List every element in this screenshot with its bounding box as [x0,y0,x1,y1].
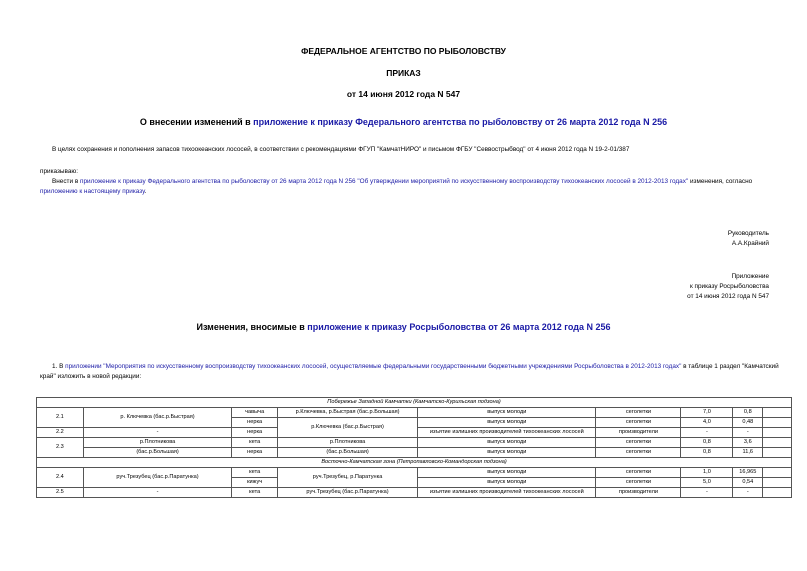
paragraph-1 [40,177,782,197]
preamble-text: В целях сохранения и пополнения запасов тихоокеанских лососей, в соответствии с рекомендациями ФГУП "КамчатНИРО" и письмом ФГБУ "Севвострыбвод" от 4 июня 2012 года N 19-2-01/387 [52,146,630,153]
cell-stage: сеголетки [596,478,681,488]
cell-species: чавыча [232,408,278,418]
title-link[interactable]: приложение к приказу Федерального агентства по рыболовству от 26 марта 2012 года N 256 [253,117,668,127]
cell-site: - [83,428,232,438]
cell-activity: выпуск молоди [418,448,596,458]
cell-value-2: 16,965 [733,468,763,478]
table-row [37,408,792,418]
item1-text-b: в таблице 1 раздел "Камчатский край" изложить в новой редакции: [40,363,779,380]
cell-activity: выпуск молоди [418,438,596,448]
cell-species: нерка [232,448,278,458]
table-row [37,488,792,498]
cell-stage: сеголетки [596,438,681,448]
cell-empty [763,488,792,498]
cell-empty [763,438,792,448]
measures-table [36,397,792,498]
table-row [37,438,792,448]
item1-link[interactable]: приложении "Мероприятия по искусственному воспроизводству тихоокеанских лососей, осуществляемые федеральными государственными бюджетными учреждениями Росрыболовства в 2012-2013 годах" [65,363,682,370]
p1-link-appendix[interactable]: приложению к настоящему приказу [40,188,145,195]
signature-block [728,229,769,249]
cell-site: руч.Трезубец (бас.р.Паратунка) [83,468,232,488]
cell-empty [763,448,792,458]
cell-value-1: - [681,428,733,438]
cell-value-2: - [733,428,763,438]
cell-species: кета [232,468,278,478]
section-header-east: Восточно-Камчатская зона (Петропавловско-Командорская подзона) [37,458,792,468]
cell-activity: выпуск молоди [418,408,596,418]
cell-stage: сеголетки [596,468,681,478]
row-number: 2.5 [37,488,84,498]
appendix-line-1: Приложение [731,273,769,280]
cell-site: - [83,488,232,498]
agency-heading: ФЕДЕРАЛЬНОЕ АГЕНТСТВО ПО РЫБОЛОВСТВУ [301,46,506,56]
cell-value-1: 5,0 [681,478,733,488]
cell-value-2: 3,6 [733,438,763,448]
changes-title-link[interactable]: приложение к приказу Росрыболовства от 26 марта 2012 года N 256 [307,322,611,332]
appendix-line-2: к приказу Росрыболовства [689,283,769,290]
table-row [37,468,792,478]
cell-value-2: 0,54 [733,478,763,488]
p1-text-a: Внести в [52,178,80,185]
cell-activity: изъятие излишних производителей тихоокеанских лососей [418,488,596,498]
cell-value-2: 0,48 [733,418,763,428]
cell-river: руч.Трезубец (бас.р.Паратунка) [277,488,417,498]
cell-value-1: - [681,488,733,498]
title-prefix: О внесении изменений в [139,117,254,127]
changes-title-prefix: Изменения, вносимые в [196,322,308,332]
cell-value-1: 4,0 [681,418,733,428]
document-title [0,117,807,127]
cell-empty [763,428,792,438]
item1-text-a: 1. В [52,363,66,370]
table-section-row [37,398,792,408]
cell-species: кижуч [232,478,278,488]
doc-date-number: от 14 июня 2012 года N 547 [346,89,461,99]
cell-stage: сеголетки [596,418,681,428]
cell-site: р.Плотникова [83,438,232,448]
cell-value-1: 7,0 [681,408,733,418]
cell-site: р. Ключевка (бас.р.Быстрая) [83,408,232,428]
changes-title [0,322,807,332]
p1-link-order[interactable]: приложение к приказу Федерального агентства по рыболовству от 26 марта 2012 года N 256 "Об утверждении мероприятий по искусственному воспроизводству тихоокеанских лососей в 2012-2013 годах" [79,178,689,185]
item-1-text [40,362,782,382]
cell-species: кета [232,488,278,498]
signature-role: Руководитель [727,230,769,237]
doc-type-heading: ПРИКАЗ [386,68,421,78]
cell-species: нерка [232,428,278,438]
cell-river: руч.Трезубец, р.Паратунка [277,468,417,488]
p1-text-b: изменения, согласно [688,178,753,185]
cell-stage: сеголетки [596,448,681,458]
order-word: приказываю: [40,168,78,175]
cell-value-2: 11,6 [733,448,763,458]
table-row [37,448,792,458]
row-number: 2.1 [37,408,84,428]
appendix-block [687,272,769,302]
cell-activity: выпуск молоди [418,478,596,488]
cell-river: р.Ключевка (бас.р.Быстрая) [277,418,417,438]
cell-empty [763,478,792,488]
appendix-line-3: от 14 июня 2012 года N 547 [687,293,769,300]
cell-value-2: 0,8 [733,408,763,418]
signature-name: А.А.Крайний [731,240,769,247]
cell-value-1: 1,0 [681,468,733,478]
cell-species: нерка [232,418,278,428]
cell-value-2: - [733,488,763,498]
cell-species: кета [232,438,278,448]
cell-value-1: 0,8 [681,438,733,448]
cell-stage: производители [596,488,681,498]
cell-empty [763,468,792,478]
row-number: 2.3 [37,438,84,458]
section-header-west: Побережье Западной Камчатки (Камчатско-Курильская подзона) [37,398,792,408]
cell-activity: выпуск молоди [418,418,596,428]
cell-empty [763,408,792,418]
cell-stage: сеголетки [596,408,681,418]
cell-river: (бас.р.Большая) [277,448,417,458]
cell-site: (бас.р.Большая) [83,448,232,458]
cell-river: р.Ключевка, р.Быстрая (бас.р.Большая) [277,408,417,418]
cell-activity: изъятие излишних производителей тихоокеанских лососей [418,428,596,438]
row-number: 2.2 [37,428,84,438]
cell-empty [763,418,792,428]
row-number: 2.4 [37,468,84,488]
cell-river: р.Плотникова [277,438,417,448]
cell-value-1: 0,8 [681,448,733,458]
cell-stage: производители [596,428,681,438]
p1-text-c: . [144,188,147,195]
table-section-row [37,458,792,468]
cell-activity: выпуск молоди [418,468,596,478]
